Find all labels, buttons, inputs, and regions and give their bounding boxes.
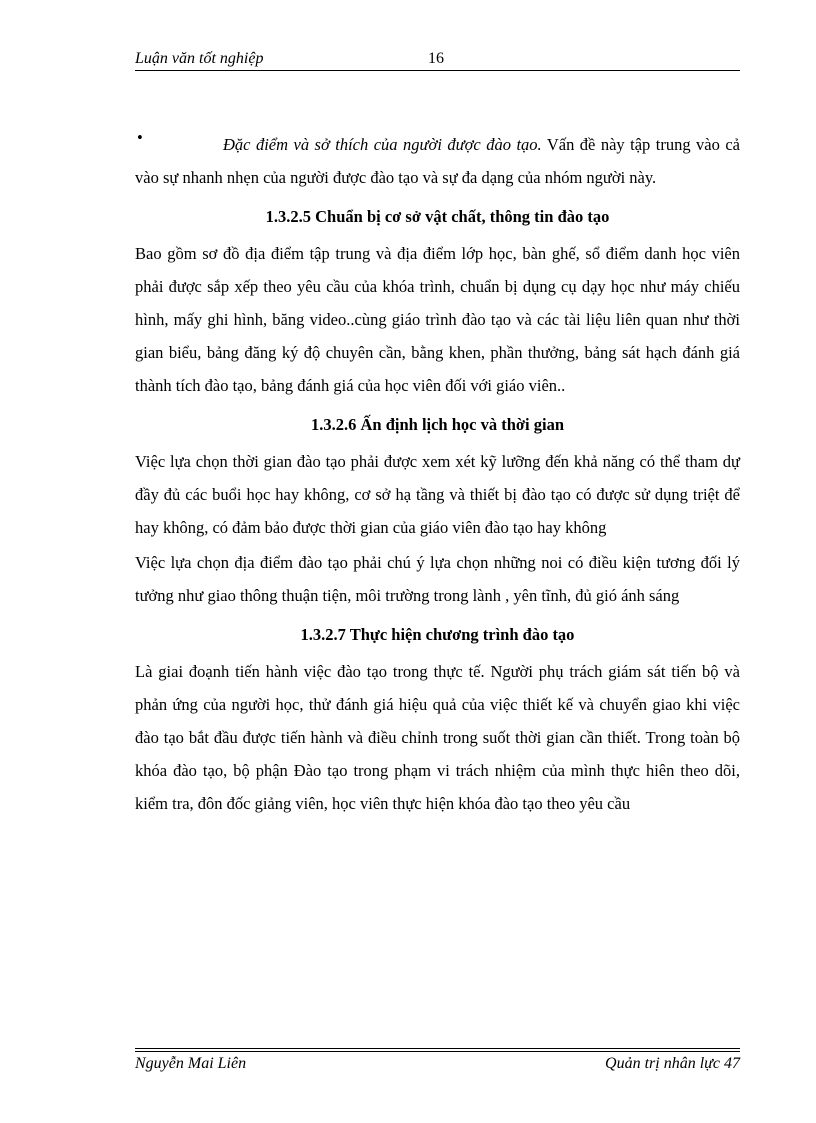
footer-rule-bottom	[135, 1051, 740, 1052]
page-body	[135, 128, 740, 820]
document-title: Luận văn tốt nghiệp	[135, 50, 264, 67]
bullet-lead-italic: Đặc điểm và sở thích của người được đào tạo.	[223, 135, 542, 154]
section-heading-1-3-2-5: 1.3.2.5 Chuẩn bị cơ sở vật chất, thông tin đào tạo	[265, 207, 610, 226]
paragraph-schedule-time: Việc lựa chọn thời gian đào tạo phải được xem xét kỹ lưỡng đến khả năng có thể tham dự đầy đủ các buổi học hay không, cơ sở hạ tầng và thiết bị đào tạo có được sử dụng triệt để hay không, có đảm bảo được thời gian của giáo viên đào tạo hay không	[135, 452, 740, 537]
page-header	[135, 48, 740, 71]
section-heading-1-3-2-6: 1.3.2.6 Ấn định lịch học và thời gian	[310, 415, 565, 434]
bullet-item	[135, 128, 740, 194]
bullet-rest-text: Vấn đề này tập trung vào cả vào sự nhanh nhẹn của người được đào tạo và sự đa dạng của nhóm người này.	[135, 135, 741, 187]
footer-course: Quản trị nhân lực 47	[605, 1055, 740, 1072]
paragraph-schedule-location: Việc lựa chọn địa điểm đào tạo phải chú ý lựa chọn những noi có điều kiện tương đối lý tưởng như giao thông thuận tiện, môi trường trong lành , yên tĩnh, đủ gió ánh sáng	[135, 553, 740, 605]
footer-rule-top	[135, 1048, 740, 1049]
page-footer	[135, 1048, 740, 1072]
page-number: 16	[428, 50, 444, 67]
paragraph-facilities: Bao gồm sơ đồ địa điểm tập trung và địa điểm lớp học, bàn ghế, sổ điểm danh học viên phải được sắp xếp theo yêu cầu của khóa trình, chuẩn bị dụng cụ dạy học như máy chiếu hình, mấy ghi hình, băng video..cùng giáo trình đào tạo và các tài liệu liên quan như thời gian biểu, bảng đăng ký độ chuyên cần, bằng khen, phần thưởng, bảng sát hạch đánh giá thành tích đào tạo, bảng đánh giá của học viên đối với giáo viên..	[135, 244, 740, 395]
footer-author: Nguyễn Mai Liên	[135, 1055, 247, 1072]
paragraph-implementation: Là giai đoạnh tiến hành việc đào tạo trong thực tế. Người phụ trách giám sát tiến bộ và phản ứng của người học, thử đánh giá hiệu quả của việc thiết kế và chuyển giao khi việc đào tạo bắt đầu được tiến hành và điều chỉnh trong suốt thời gian cần thiết. Trong toàn bộ khóa đào tạo, bộ phận Đào tạo trong phạm vi trách nhiệm của mình thực hiên theo dõi, kiểm tra, đôn đốc giảng viên, học viên thực hiện khóa đào tạo theo yêu cầu	[135, 662, 740, 813]
bullet-paragraph	[135, 128, 740, 194]
bullet-marker: •	[137, 128, 143, 147]
section-heading-1-3-2-7: 1.3.2.7 Thực hiện chương trình đào tạo	[300, 625, 575, 644]
